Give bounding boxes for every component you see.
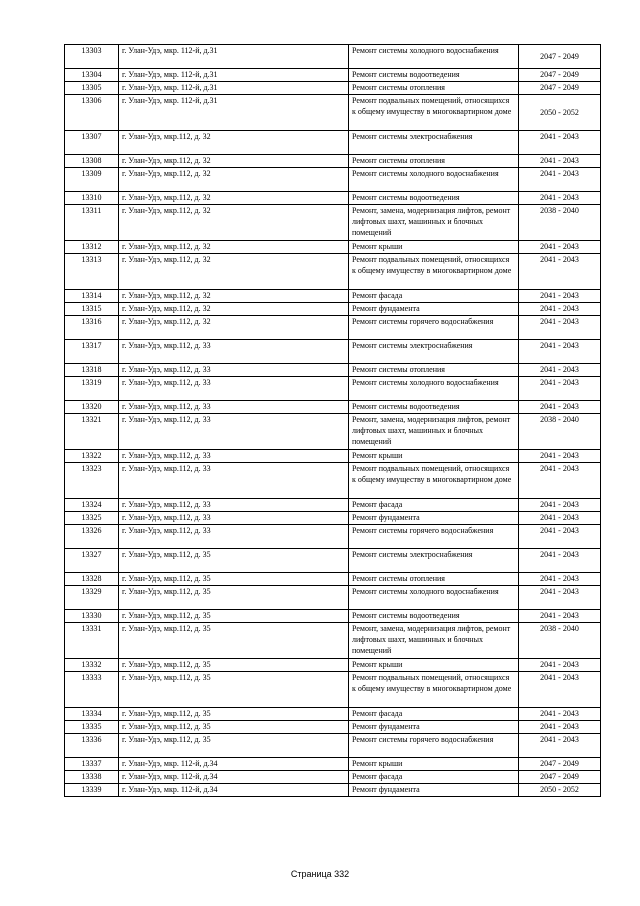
table-row xyxy=(65,316,601,340)
work-type-cell: Ремонт системы холодного водоснабжения xyxy=(349,377,519,401)
address-cell: г. Улан-Удэ, мкр.112, д. 32 xyxy=(119,168,349,192)
address-cell: г. Улан-Удэ, мкр. 112-й, д.31 xyxy=(119,69,349,82)
table-row xyxy=(65,192,601,205)
row-number-cell: 13308 xyxy=(65,155,119,168)
row-number-cell: 13332 xyxy=(65,659,119,672)
row-number-cell: 13328 xyxy=(65,573,119,586)
period-cell: 2041 - 2043 xyxy=(519,463,601,499)
address-cell: г. Улан-Удэ, мкр.112, д. 33 xyxy=(119,499,349,512)
address-cell: г. Улан-Удэ, мкр.112, д. 35 xyxy=(119,659,349,672)
address-cell: г. Улан-Удэ, мкр.112, д. 32 xyxy=(119,254,349,290)
table-row xyxy=(65,549,601,573)
table-row xyxy=(65,450,601,463)
address-cell: г. Улан-Удэ, мкр.112, д. 33 xyxy=(119,340,349,364)
period-cell: 2041 - 2043 xyxy=(519,734,601,758)
work-type-cell: Ремонт системы холодного водоснабжения xyxy=(349,45,519,69)
work-type-cell: Ремонт подвальных помещений, относящихся к общему имуществу в многоквартирном доме xyxy=(349,463,519,499)
period-cell: 2050 - 2052 xyxy=(519,95,601,131)
row-number-cell: 13322 xyxy=(65,450,119,463)
work-type-cell: Ремонт системы водоотведения xyxy=(349,401,519,414)
address-cell: г. Улан-Удэ, мкр.112, д. 35 xyxy=(119,734,349,758)
work-type-cell: Ремонт системы водоотведения xyxy=(349,69,519,82)
row-number-cell: 13305 xyxy=(65,82,119,95)
work-type-cell: Ремонт системы отопления xyxy=(349,155,519,168)
row-number-cell: 13327 xyxy=(65,549,119,573)
table-row xyxy=(65,610,601,623)
period-cell: 2047 - 2049 xyxy=(519,758,601,771)
row-number-cell: 13335 xyxy=(65,721,119,734)
table-row xyxy=(65,303,601,316)
table-row xyxy=(65,586,601,610)
table-row xyxy=(65,364,601,377)
address-cell: г. Улан-Удэ, мкр.112, д. 32 xyxy=(119,131,349,155)
address-cell: г. Улан-Удэ, мкр. 112-й, д.31 xyxy=(119,95,349,131)
work-type-cell: Ремонт системы холодного водоснабжения xyxy=(349,168,519,192)
work-type-cell: Ремонт системы отопления xyxy=(349,82,519,95)
row-number-cell: 13326 xyxy=(65,525,119,549)
period-cell: 2041 - 2043 xyxy=(519,573,601,586)
address-cell: г. Улан-Удэ, мкр.112, д. 33 xyxy=(119,364,349,377)
row-number-cell: 13318 xyxy=(65,364,119,377)
address-cell: г. Улан-Удэ, мкр.112, д. 32 xyxy=(119,290,349,303)
period-cell: 2041 - 2043 xyxy=(519,610,601,623)
table-row xyxy=(65,414,601,450)
work-type-cell: Ремонт подвальных помещений, относящихся к общему имуществу в многоквартирном доме xyxy=(349,95,519,131)
row-number-cell: 13303 xyxy=(65,45,119,69)
row-number-cell: 13325 xyxy=(65,512,119,525)
period-cell: 2041 - 2043 xyxy=(519,708,601,721)
row-number-cell: 13333 xyxy=(65,672,119,708)
works-table-body xyxy=(65,45,601,797)
address-cell: г. Улан-Удэ, мкр.112, д. 35 xyxy=(119,623,349,659)
work-type-cell: Ремонт системы электроснабжения xyxy=(349,549,519,573)
period-cell: 2038 - 2040 xyxy=(519,205,601,241)
row-number-cell: 13315 xyxy=(65,303,119,316)
period-cell: 2041 - 2043 xyxy=(519,377,601,401)
work-type-cell: Ремонт, замена, модернизация лифтов, ремонт лифтовых шахт, машинных и блочных помещений xyxy=(349,414,519,450)
table-row xyxy=(65,784,601,797)
address-cell: г. Улан-Удэ, мкр.112, д. 35 xyxy=(119,708,349,721)
period-cell: 2041 - 2043 xyxy=(519,672,601,708)
work-type-cell: Ремонт крыши xyxy=(349,758,519,771)
address-cell: г. Улан-Удэ, мкр. 112-й, д.31 xyxy=(119,45,349,69)
address-cell: г. Улан-Удэ, мкр.112, д. 35 xyxy=(119,610,349,623)
work-type-cell: Ремонт системы горячего водоснабжения xyxy=(349,525,519,549)
work-type-cell: Ремонт фасада xyxy=(349,499,519,512)
row-number-cell: 13314 xyxy=(65,290,119,303)
table-row xyxy=(65,734,601,758)
address-cell: г. Улан-Удэ, мкр. 112-й, д.31 xyxy=(119,82,349,95)
period-cell: 2041 - 2043 xyxy=(519,401,601,414)
row-number-cell: 13331 xyxy=(65,623,119,659)
period-cell: 2041 - 2043 xyxy=(519,131,601,155)
table-row xyxy=(65,82,601,95)
period-cell: 2041 - 2043 xyxy=(519,450,601,463)
address-cell: г. Улан-Удэ, мкр.112, д. 33 xyxy=(119,377,349,401)
work-type-cell: Ремонт фундамента xyxy=(349,303,519,316)
period-cell: 2041 - 2043 xyxy=(519,254,601,290)
row-number-cell: 13339 xyxy=(65,784,119,797)
work-type-cell: Ремонт системы электроснабжения xyxy=(349,340,519,364)
work-type-cell: Ремонт системы отопления xyxy=(349,573,519,586)
period-cell: 2047 - 2049 xyxy=(519,69,601,82)
row-number-cell: 13316 xyxy=(65,316,119,340)
work-type-cell: Ремонт фундамента xyxy=(349,721,519,734)
table-row xyxy=(65,290,601,303)
row-number-cell: 13313 xyxy=(65,254,119,290)
address-cell: г. Улан-Удэ, мкр.112, д. 35 xyxy=(119,573,349,586)
work-type-cell: Ремонт фундамента xyxy=(349,784,519,797)
table-row xyxy=(65,205,601,241)
address-cell: г. Улан-Удэ, мкр.112, д. 33 xyxy=(119,512,349,525)
period-cell: 2041 - 2043 xyxy=(519,549,601,573)
row-number-cell: 13330 xyxy=(65,610,119,623)
table-row xyxy=(65,708,601,721)
period-cell: 2041 - 2043 xyxy=(519,155,601,168)
period-cell: 2047 - 2049 xyxy=(519,771,601,784)
address-cell: г. Улан-Удэ, мкр.112, д. 33 xyxy=(119,525,349,549)
address-cell: г. Улан-Удэ, мкр. 112-й, д.34 xyxy=(119,771,349,784)
address-cell: г. Улан-Удэ, мкр. 112-й, д.34 xyxy=(119,758,349,771)
table-row xyxy=(65,672,601,708)
row-number-cell: 13312 xyxy=(65,241,119,254)
table-row xyxy=(65,95,601,131)
address-cell: г. Улан-Удэ, мкр.112, д. 33 xyxy=(119,414,349,450)
works-table xyxy=(64,44,601,797)
row-number-cell: 13324 xyxy=(65,499,119,512)
table-row xyxy=(65,340,601,364)
period-cell: 2041 - 2043 xyxy=(519,512,601,525)
work-type-cell: Ремонт подвальных помещений, относящихся к общему имуществу в многоквартирном доме xyxy=(349,254,519,290)
address-cell: г. Улан-Удэ, мкр.112, д. 32 xyxy=(119,241,349,254)
work-type-cell: Ремонт крыши xyxy=(349,241,519,254)
address-cell: г. Улан-Удэ, мкр.112, д. 32 xyxy=(119,192,349,205)
table-row xyxy=(65,241,601,254)
work-type-cell: Ремонт системы электроснабжения xyxy=(349,131,519,155)
period-cell: 2050 - 2052 xyxy=(519,784,601,797)
address-cell: г. Улан-Удэ, мкр.112, д. 33 xyxy=(119,463,349,499)
address-cell: г. Улан-Удэ, мкр.112, д. 35 xyxy=(119,549,349,573)
work-type-cell: Ремонт системы холодного водоснабжения xyxy=(349,586,519,610)
table-row xyxy=(65,131,601,155)
row-number-cell: 13304 xyxy=(65,69,119,82)
period-cell: 2047 - 2049 xyxy=(519,45,601,69)
address-cell: г. Улан-Удэ, мкр.112, д. 33 xyxy=(119,401,349,414)
period-cell: 2041 - 2043 xyxy=(519,192,601,205)
address-cell: г. Улан-Удэ, мкр.112, д. 35 xyxy=(119,721,349,734)
period-cell: 2041 - 2043 xyxy=(519,290,601,303)
row-number-cell: 13306 xyxy=(65,95,119,131)
period-cell: 2038 - 2040 xyxy=(519,623,601,659)
row-number-cell: 13337 xyxy=(65,758,119,771)
address-cell: г. Улан-Удэ, мкр.112, д. 35 xyxy=(119,672,349,708)
table-row xyxy=(65,659,601,672)
work-type-cell: Ремонт фундамента xyxy=(349,512,519,525)
row-number-cell: 13336 xyxy=(65,734,119,758)
work-type-cell: Ремонт системы водоотведения xyxy=(349,610,519,623)
period-cell: 2041 - 2043 xyxy=(519,241,601,254)
period-cell: 2041 - 2043 xyxy=(519,168,601,192)
table-row xyxy=(65,512,601,525)
work-type-cell: Ремонт системы отопления xyxy=(349,364,519,377)
period-cell: 2047 - 2049 xyxy=(519,82,601,95)
period-cell: 2041 - 2043 xyxy=(519,340,601,364)
work-type-cell: Ремонт крыши xyxy=(349,450,519,463)
address-cell: г. Улан-Удэ, мкр.112, д. 35 xyxy=(119,586,349,610)
table-row xyxy=(65,463,601,499)
address-cell: г. Улан-Удэ, мкр.112, д. 33 xyxy=(119,450,349,463)
row-number-cell: 13317 xyxy=(65,340,119,364)
work-type-cell: Ремонт системы водоотведения xyxy=(349,192,519,205)
address-cell: г. Улан-Удэ, мкр.112, д. 32 xyxy=(119,316,349,340)
period-cell: 2041 - 2043 xyxy=(519,525,601,549)
address-cell: г. Улан-Удэ, мкр. 112-й, д.34 xyxy=(119,784,349,797)
work-type-cell: Ремонт подвальных помещений, относящихся к общему имуществу в многоквартирном доме xyxy=(349,672,519,708)
period-cell: 2041 - 2043 xyxy=(519,364,601,377)
row-number-cell: 13329 xyxy=(65,586,119,610)
row-number-cell: 13307 xyxy=(65,131,119,155)
table-row xyxy=(65,771,601,784)
table-row xyxy=(65,45,601,69)
work-type-cell: Ремонт фасада xyxy=(349,771,519,784)
work-type-cell: Ремонт, замена, модернизация лифтов, ремонт лифтовых шахт, машинных и блочных помещений xyxy=(349,623,519,659)
table-row xyxy=(65,155,601,168)
table-row xyxy=(65,69,601,82)
table-row xyxy=(65,254,601,290)
address-cell: г. Улан-Удэ, мкр.112, д. 32 xyxy=(119,303,349,316)
table-row xyxy=(65,721,601,734)
period-cell: 2041 - 2043 xyxy=(519,659,601,672)
table-row xyxy=(65,499,601,512)
period-cell: 2041 - 2043 xyxy=(519,303,601,316)
table-row xyxy=(65,377,601,401)
row-number-cell: 13319 xyxy=(65,377,119,401)
period-cell: 2041 - 2043 xyxy=(519,721,601,734)
table-row xyxy=(65,758,601,771)
table-row xyxy=(65,573,601,586)
table-row xyxy=(65,401,601,414)
row-number-cell: 13334 xyxy=(65,708,119,721)
row-number-cell: 13310 xyxy=(65,192,119,205)
row-number-cell: 13323 xyxy=(65,463,119,499)
work-type-cell: Ремонт фасада xyxy=(349,290,519,303)
work-type-cell: Ремонт фасада xyxy=(349,708,519,721)
row-number-cell: 13309 xyxy=(65,168,119,192)
table-row xyxy=(65,168,601,192)
address-cell: г. Улан-Удэ, мкр.112, д. 32 xyxy=(119,155,349,168)
page-number: Страница 332 xyxy=(290,869,350,879)
period-cell: 2038 - 2040 xyxy=(519,414,601,450)
period-cell: 2041 - 2043 xyxy=(519,586,601,610)
work-type-cell: Ремонт, замена, модернизация лифтов, ремонт лифтовых шахт, машинных и блочных помещений xyxy=(349,205,519,241)
table-row xyxy=(65,525,601,549)
table-row xyxy=(65,623,601,659)
period-cell: 2041 - 2043 xyxy=(519,499,601,512)
work-type-cell: Ремонт системы горячего водоснабжения xyxy=(349,316,519,340)
work-type-cell: Ремонт крыши xyxy=(349,659,519,672)
address-cell: г. Улан-Удэ, мкр.112, д. 32 xyxy=(119,205,349,241)
row-number-cell: 13320 xyxy=(65,401,119,414)
row-number-cell: 13338 xyxy=(65,771,119,784)
work-type-cell: Ремонт системы горячего водоснабжения xyxy=(349,734,519,758)
row-number-cell: 13311 xyxy=(65,205,119,241)
row-number-cell: 13321 xyxy=(65,414,119,450)
period-cell: 2041 - 2043 xyxy=(519,316,601,340)
